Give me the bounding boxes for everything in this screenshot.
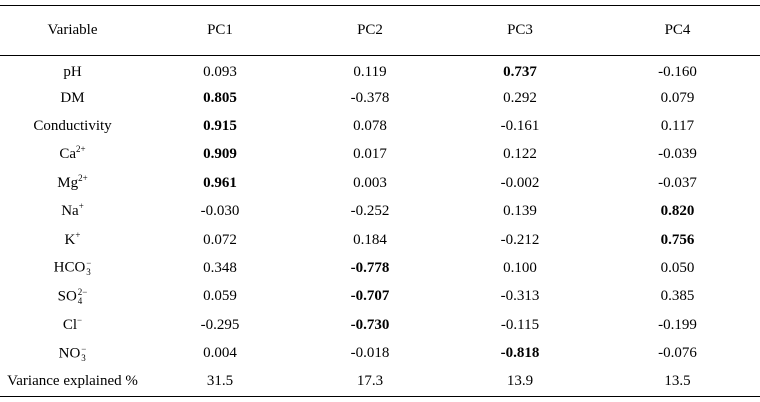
loading-cell-pc1: 31.5 — [145, 368, 295, 396]
variable-cell — [0, 141, 145, 169]
header-pc3: PC3 — [445, 6, 595, 56]
table-row — [0, 283, 760, 311]
table-row — [0, 368, 760, 396]
variable-cell — [0, 226, 145, 254]
loading-cell-pc4: -0.199 — [658, 316, 697, 333]
loading-cell-pc2: -0.707 — [350, 288, 390, 305]
variable-name: SO — [57, 288, 77, 305]
loading-cell-pc4: 0.079 — [660, 89, 695, 106]
table-row — [0, 197, 760, 225]
variable-name: HCO — [53, 259, 86, 276]
loading-cell-pc4: -0.039 — [658, 146, 697, 163]
header-pc1: PC1 — [145, 6, 295, 56]
loading-cell-pc3: 0.122 — [503, 146, 537, 163]
loading-cell-pc2: 0.017 — [353, 146, 387, 163]
loading-cell-pc2: 0.119 — [353, 64, 387, 81]
variable-name: Ca — [59, 146, 77, 163]
loading-cell-pc2: -0.252 — [350, 203, 390, 220]
loading-cell-pc3: 0.139 — [503, 203, 537, 220]
variable-name: Conductivity — [33, 117, 112, 134]
variable-name: Mg — [57, 174, 79, 191]
loading-cell-pc1: 0.348 — [203, 259, 237, 276]
variable-name: Cl — [62, 316, 78, 333]
variable-cell — [0, 112, 145, 140]
ion-charge: − — [77, 314, 83, 325]
loading-cell-pc2: -0.730 — [350, 316, 390, 333]
loading-cell-pc3: -0.161 — [500, 117, 540, 134]
ion-subscript: 4 — [77, 295, 83, 306]
ion-charge-stack — [86, 259, 91, 277]
loading-cell-pc2: -0.778 — [350, 259, 390, 276]
variable-cell — [0, 283, 145, 311]
loading-cell-pc3: -0.115 — [500, 316, 540, 333]
loading-cell-pc3: -0.212 — [500, 231, 540, 248]
variable-name: K — [64, 231, 76, 248]
loading-cell-pc1: 0.072 — [203, 231, 237, 248]
loading-cell-pc2: 0.078 — [353, 117, 387, 134]
loading-cell-pc1: 0.805 — [203, 89, 237, 106]
loading-cell-pc1: -0.030 — [200, 203, 240, 220]
loading-cell-pc4: -0.037 — [658, 174, 697, 191]
ion-charge-stack — [78, 288, 88, 306]
table-row — [0, 56, 760, 84]
loading-cell-pc3: 0.737 — [503, 64, 537, 81]
loading-cell-pc3: 0.100 — [503, 259, 537, 276]
ion-charge: 2− — [77, 286, 88, 297]
loading-cell-pc2: 0.003 — [353, 174, 387, 191]
loading-cell-pc4: -0.076 — [658, 345, 697, 362]
ion-charge: + — [75, 229, 81, 240]
loading-cell-pc2: -0.378 — [350, 89, 390, 106]
loading-cell-pc3: -0.002 — [500, 174, 540, 191]
loading-cell-pc1: 0.909 — [203, 146, 237, 163]
table-row — [0, 112, 760, 140]
variable-name: pH — [63, 64, 82, 81]
loading-cell-pc3: -0.313 — [500, 288, 540, 305]
table-row — [0, 254, 760, 282]
ion-subscript: 3 — [81, 352, 86, 363]
header-row — [0, 6, 760, 56]
variable-cell — [0, 368, 145, 396]
ion-charge: − — [81, 343, 87, 354]
variable-name: Variance explained % — [7, 373, 138, 390]
ion-charge: + — [78, 201, 84, 212]
loading-cell-pc1: -0.295 — [200, 316, 240, 333]
ion-charge: − — [86, 258, 92, 269]
variable-cell — [0, 84, 145, 112]
table-row — [0, 141, 760, 169]
pca-loadings-table — [0, 5, 760, 397]
loading-cell-pc4: 0.385 — [660, 288, 695, 305]
loading-cell-pc3: 13.9 — [445, 368, 595, 396]
variable-cell — [0, 56, 145, 84]
table-body — [0, 56, 760, 397]
variable-name: Na — [61, 203, 79, 220]
header-pc4: PC4 — [595, 6, 760, 56]
variable-name: DM — [60, 89, 85, 106]
loading-cell-pc2: -0.018 — [350, 345, 390, 362]
ion-charge-stack — [81, 345, 86, 363]
table-row — [0, 84, 760, 112]
variable-cell — [0, 339, 145, 367]
loading-cell-pc2: 17.3 — [295, 368, 445, 396]
variable-cell — [0, 197, 145, 225]
variable-cell — [0, 254, 145, 282]
loading-cell-pc4: 0.117 — [660, 117, 695, 134]
table-row — [0, 169, 760, 197]
table-row — [0, 339, 760, 367]
table-row — [0, 311, 760, 339]
loading-cell-pc4: 0.756 — [660, 231, 695, 248]
loading-cell-pc1: 0.093 — [203, 64, 237, 81]
variable-cell — [0, 169, 145, 197]
variable-cell — [0, 311, 145, 339]
loading-cell-pc1: 0.004 — [203, 345, 237, 362]
variable-name: NO — [58, 345, 81, 362]
loading-cell-pc1: 0.059 — [203, 288, 237, 305]
header-pc2: PC2 — [295, 6, 445, 56]
loading-cell-pc1: 0.961 — [203, 174, 237, 191]
loading-cell-pc4: 13.5 — [595, 368, 760, 396]
ion-charge: 2+ — [78, 172, 88, 183]
ion-charge: 2+ — [76, 144, 86, 155]
loading-cell-pc4: -0.160 — [658, 64, 697, 81]
ion-subscript: 3 — [86, 267, 91, 278]
loading-cell-pc3: -0.818 — [500, 345, 540, 362]
header-variable: Variable — [0, 6, 145, 56]
table-row — [0, 226, 760, 254]
loading-cell-pc2: 0.184 — [353, 231, 387, 248]
loading-cell-pc4: 0.820 — [660, 203, 695, 220]
loading-cell-pc1: 0.915 — [203, 117, 237, 134]
loading-cell-pc4: 0.050 — [660, 259, 695, 276]
loading-cell-pc3: 0.292 — [503, 89, 537, 106]
